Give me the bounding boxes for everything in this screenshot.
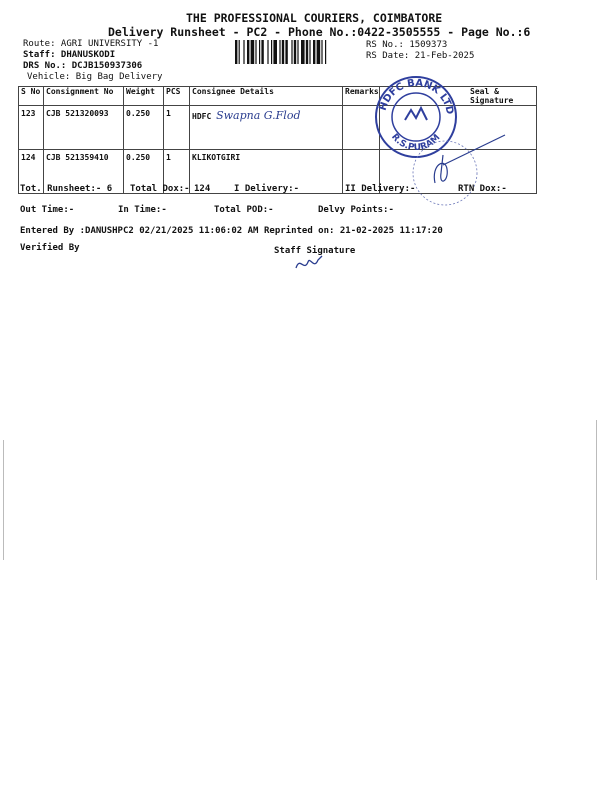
- barcode-bar: [321, 40, 322, 64]
- reprinted-on: Reprinted on: 21-02-2025 11:17:20: [264, 226, 443, 236]
- barcode-bar: [261, 40, 263, 64]
- rtn-dox-label: RTN Dox:-: [458, 184, 507, 194]
- barcode-bar: [251, 40, 255, 64]
- rs-number: RS No.: 1509373: [366, 40, 448, 50]
- barcode-bar: [309, 40, 310, 64]
- cell-consignment: CJB 521359410: [44, 150, 124, 194]
- rs-date: RS Date: 21-Feb-2025: [366, 51, 475, 61]
- header-consignment: Consignment No: [44, 87, 124, 106]
- barcode-bar: [259, 40, 260, 64]
- barcode-bar: [306, 40, 308, 64]
- barcode-bar: [271, 40, 272, 64]
- staff-signature-label: Staff Signature: [274, 246, 356, 256]
- verified-by-label: Verified By: [20, 243, 80, 253]
- staff-signature-scribble: [292, 252, 332, 274]
- in-time-label: In Time:-: [118, 205, 167, 215]
- company-title: THE PROFESSIONAL COURIERS, COIMBATORE: [186, 11, 443, 25]
- barcode-bar: [267, 40, 268, 64]
- barcode-bar: [285, 40, 287, 64]
- delivery-points-label: Delvy Points:-: [318, 205, 394, 215]
- cell-pcs: 1: [164, 150, 190, 194]
- barcode-bar: [317, 40, 321, 64]
- barcode-bar: [325, 40, 326, 64]
- barcode-bar: [247, 40, 249, 64]
- header-remarks: Remarks: [343, 87, 380, 106]
- barcode-bar: [313, 40, 315, 64]
- drs-number: DRS No.: DCJB150937306: [23, 61, 143, 71]
- route-text: Route: AGRI UNIVERSITY -1: [23, 39, 159, 49]
- total-pod-label: Total POD:-: [214, 205, 274, 215]
- vehicle-text: Vehicle: Big Bag Delivery: [27, 72, 163, 82]
- first-delivery-label: I Delivery:-: [234, 184, 300, 194]
- consignee-name: KLIKOTGIRI: [192, 153, 241, 162]
- scan-edge-left: [3, 440, 4, 560]
- barcode-bar: [273, 40, 277, 64]
- header-consignee: Consignee Details: [190, 87, 343, 106]
- entered-by: Entered By :DANUSHPC2 02/21/2025 11:06:02 AM: [20, 226, 259, 236]
- second-delivery-label: II Delivery:-: [345, 184, 416, 194]
- stamp-top-text: HDFC BANK LTD: [377, 77, 456, 116]
- barcode-bar: [294, 40, 296, 64]
- barcode-bar: [301, 40, 305, 64]
- cell-consignment: CJB 521320093: [44, 106, 124, 150]
- scan-edge-right: [596, 420, 597, 580]
- handwritten-receiver-name: Swapna G.Flod: [216, 109, 301, 122]
- total-dox-label: Total Dox:-: [130, 184, 190, 194]
- cell-pcs: 1: [164, 106, 190, 150]
- barcode-bar: [297, 40, 298, 64]
- header-pcs: PCS: [164, 87, 190, 106]
- seal-signature-scribble: [405, 125, 515, 215]
- out-time-label: Out Time:-: [20, 205, 75, 215]
- cell-weight: 0.250: [124, 150, 164, 194]
- header-weight: Weight: [124, 87, 164, 106]
- barcode-bar: [235, 40, 237, 64]
- cell-sno: 124: [19, 150, 44, 194]
- cell-weight: 0.250: [124, 106, 164, 150]
- barcode-bar: [239, 40, 240, 64]
- barcode-bar: [291, 40, 292, 64]
- total-runsheet: Tot. Runsheet:- 6: [20, 184, 113, 194]
- cell-consignee: [190, 106, 343, 150]
- barcode-bar: [255, 40, 256, 64]
- barcode-bar: [279, 40, 280, 64]
- staff-text: Staff: DHANUSKODI: [23, 50, 116, 60]
- consignee-name: HDFC: [192, 112, 212, 121]
- header-seal-signature: Seal & Signature: [380, 87, 537, 106]
- barcode: [235, 40, 360, 64]
- barcode-bar: [243, 40, 244, 64]
- total-dox-value: 124: [194, 184, 211, 194]
- cell-sno: 123: [19, 106, 44, 150]
- barcode-bar: [282, 40, 284, 64]
- runsheet-subtitle: Delivery Runsheet - PC2 - Phone No.:0422-3505555 - Page No.:6: [108, 25, 531, 39]
- header-sno: S No: [19, 87, 44, 106]
- svg-text:HDFC BANK LTD: [378, 78, 455, 116]
- stamp-bottom-text: R.S.PURAM: [389, 132, 443, 154]
